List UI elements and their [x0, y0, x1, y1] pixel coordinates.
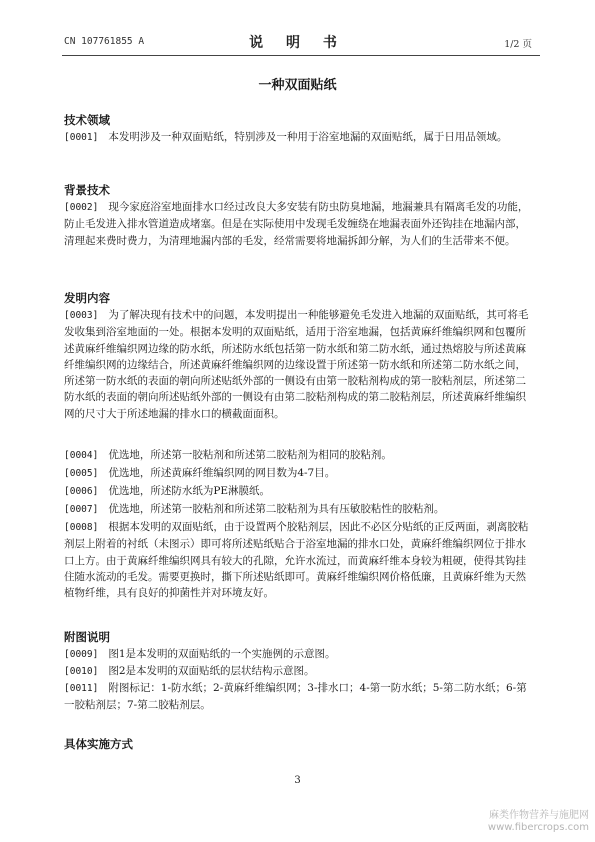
paragraph-number: [0003]	[64, 310, 99, 321]
paragraph-0011	[64, 680, 536, 714]
paragraph-text: 图2是本发明的双面贴纸的层状结构示意图。	[108, 665, 315, 677]
paragraph-0010	[64, 663, 536, 680]
paragraph-text: 为了解决现有技术中的问题，本发明提出一种能够避免毛发进入地漏的双面贴纸，其可将毛发收集到浴室地面的一处。根据本发明的双面贴纸，适用于浴室地漏，包括黄麻纤维编织网和包覆所述黄麻纤维编织网边缘的防水纸，所述防水纸包括第一防水纸和第二防水纸，通过热熔胶与所述黄麻纤维编织网的边缘结合，所述黄麻纤维编织网的边缘设置于所述第一防水纸和所述第二防水纸之间，所述第一防水纸的表面的朝向所述贴纸外部的一侧设有由第一胶粘剂构成的第一胶粘剂层，所述第二防水纸的表面的朝向所述贴纸外部的一侧设有由第二胶粘剂构成的第二胶粘剂层，所述黄麻纤维编织网的尺寸大于所述地漏的排水口的横截面面积。	[64, 309, 529, 420]
paragraph-number: [0009]	[64, 649, 99, 660]
paragraph-number: [0006]	[64, 486, 99, 497]
paragraph-number: [0007]	[64, 504, 99, 515]
paragraph-number: [0002]	[64, 202, 99, 213]
paragraph-0008	[64, 519, 536, 601]
section-heading-background: 背景技术	[64, 183, 110, 197]
paragraph-0006	[64, 483, 536, 500]
paragraph-number: [0011]	[64, 683, 99, 694]
page-number: 3	[294, 775, 301, 786]
paragraph-text: 优选地，所述第一胶粘剂和所述第二胶粘剂为相同的胶粘剂。	[108, 449, 392, 461]
section-heading-embodiment: 具体实施方式	[64, 737, 133, 751]
paragraph-0005	[64, 465, 536, 482]
paragraph-number: [0010]	[64, 666, 99, 677]
paragraph-number: [0001]	[64, 132, 99, 143]
invention-title: 一种双面贴纸	[258, 78, 337, 93]
page-of-indicator: 1/2 页	[504, 39, 532, 50]
paragraph-0009	[64, 646, 536, 663]
paragraph-text: 根据本发明的双面贴纸，由于设置两个胶粘剂层，因此不必区分贴纸的正反两面，剥离胶粘剂层上附着的衬纸（未图示）即可将所述贴纸贴合于浴室地漏的排水口处，黄麻纤维编织网位于排水口上方。由于黄麻纤维编织网具有较大的孔隙，允许水流过，而黄麻纤维本身较为粗硬，使得其钩挂住随水流动的毛发。需要更换时，撕下所述贴纸即可。黄麻纤维编织网价格低廉，且黄麻纤维为天然植物纤维，具有良好的抑菌性并对环境友好。	[64, 521, 529, 600]
paragraph-text: 本发明涉及一种双面贴纸，特别涉及一种用于浴室地漏的双面贴纸，属于日用品领域。	[108, 131, 508, 143]
watermark	[488, 810, 589, 834]
paragraph-0002	[64, 199, 536, 249]
paragraph-text: 优选地，所述防水纸为PE淋膜纸。	[108, 485, 271, 497]
paragraph-text: 图1是本发明的双面贴纸的一个实施例的示意图。	[108, 648, 336, 660]
paragraph-0007	[64, 501, 536, 518]
watermark-site-name: 麻类作物营养与施肥网	[489, 810, 589, 821]
watermark-url: www.fibercrops.com	[487, 822, 589, 833]
paragraph-0001	[64, 129, 536, 146]
section-heading-summary: 发明内容	[64, 291, 110, 305]
paragraph-number: [0008]	[64, 522, 99, 533]
paragraph-text: 现今家庭浴室地面排水口经过改良大多安装有防虫防臭地漏，地漏兼具有隔离毛发的功能，防止毛发进入排水管道造成堵塞。但是在实际使用中发现毛发缠绕在地漏表面外还钩挂在地漏内部，清理起来费时费力，为清理地漏内部的毛发，经常需要将地漏拆卸分解，为人们的生活带来不便。	[64, 201, 529, 247]
paragraph-number: [0004]	[64, 450, 99, 461]
section-heading-drawings: 附图说明	[64, 630, 110, 644]
paragraph-0003	[64, 307, 536, 422]
section-heading-field: 技术领域	[64, 113, 110, 127]
header-rule	[62, 55, 540, 56]
patent-number: CN 107761855 A	[64, 36, 145, 47]
paragraph-text: 附图标记：1-防水纸；2-黄麻纤维编织网；3-排水口；4-第一防水纸；5-第二防水纸；6-第一胶粘剂层；7-第二胶粘剂层。	[64, 682, 527, 712]
doc-type-title: 说 明 书	[249, 35, 346, 51]
paragraph-text: 优选地，所述黄麻纤维编织网的网目数为4-7目。	[108, 467, 336, 479]
paragraph-text: 优选地，所述第一胶粘剂和所述第二胶粘剂为具有压敏胶粘性的胶粘剂。	[108, 503, 445, 515]
paragraph-number: [0005]	[64, 468, 99, 479]
paragraph-0004	[64, 447, 536, 464]
